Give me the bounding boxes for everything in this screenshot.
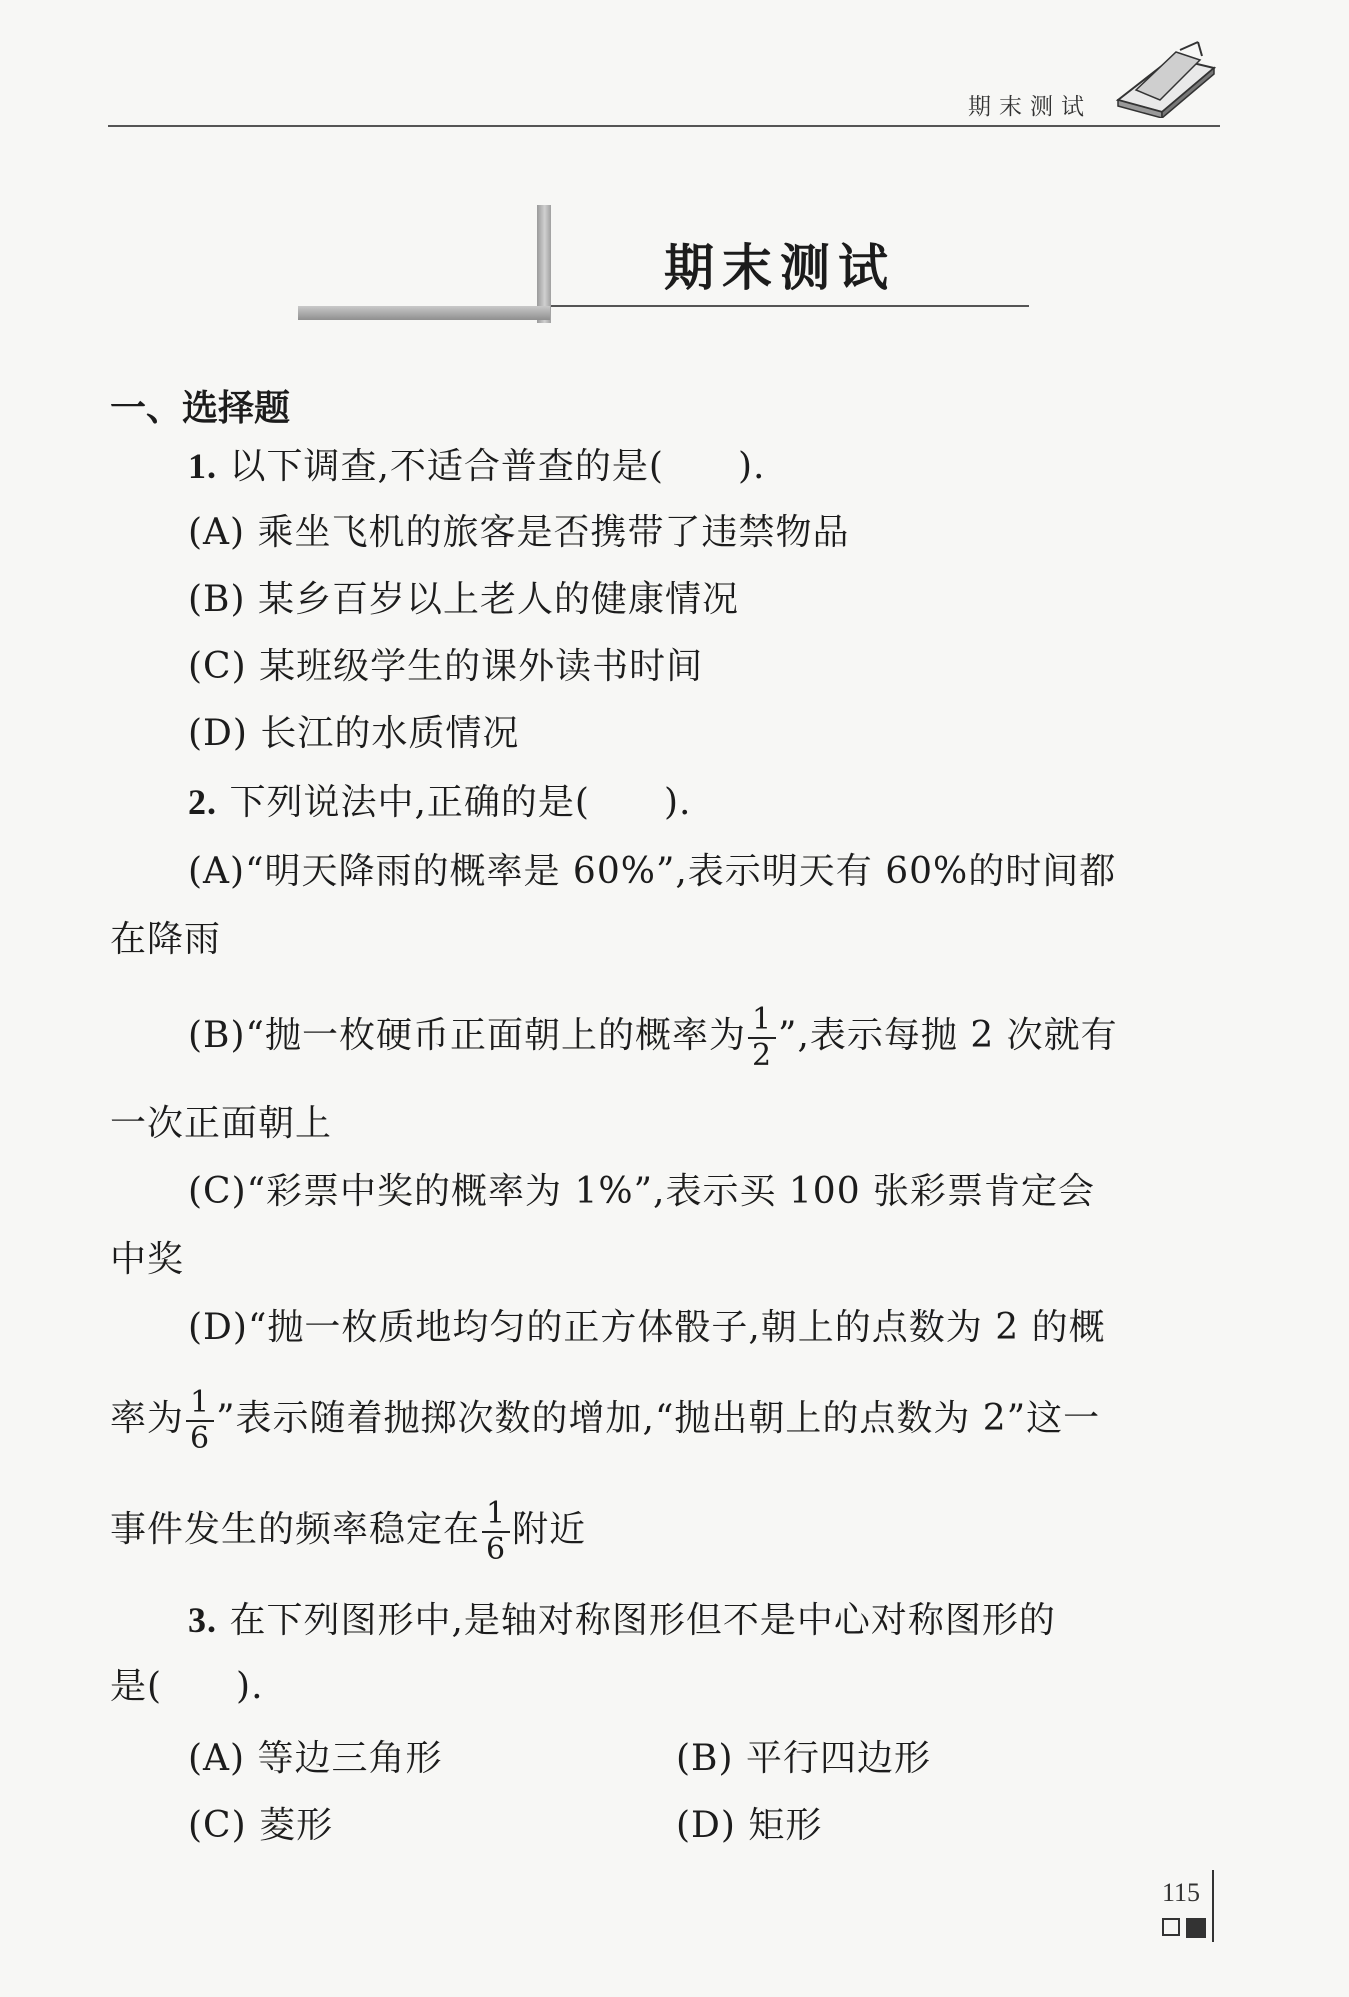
question-1-option-c: (C) 某班级学生的课外读书时间 (188, 646, 704, 687)
footer-square-outline-icon (1162, 1918, 1180, 1936)
question-2-stem (188, 782, 691, 823)
fraction-numerator: 1 (482, 1497, 510, 1533)
question-2-option-d-line-1: (D)“抛一枚质地均匀的正方体骰子,朝上的点数为 2 的概 (188, 1307, 1106, 1348)
question-2-option-c-line-1: (C)“彩票中奖的概率为 1%”,表示买 100 张彩票肯定会 (188, 1171, 1096, 1212)
question-2-option-d-line-2 (110, 1386, 1100, 1456)
question-3-option-a: (A) 等边三角形 (188, 1738, 443, 1779)
running-header-title: 期末测试 (968, 94, 1092, 120)
footer-square-filled-icon (1186, 1918, 1206, 1938)
question-3-number: 3. (188, 1600, 217, 1640)
question-2-option-d-line-2-end: ”表示随着抛掷次数的增加,“抛出朝上的点数为 2”这一 (216, 1398, 1101, 1439)
question-1-text: 以下调查,不适合普查的是( ). (229, 446, 766, 487)
question-2-option-c-line-2: 中奖 (110, 1239, 185, 1280)
question-2-option-d-line-3 (110, 1497, 586, 1567)
page-number: 115 (1162, 1878, 1201, 1907)
question-2-option-b-text-start: (B)“抛一枚硬币正面朝上的概率为 (188, 1015, 746, 1056)
question-2-option-d-line-3-start: 事件发生的频率稳定在 (110, 1509, 481, 1550)
fraction-denominator: 6 (190, 1421, 211, 1456)
title-decor-horizontal-bar (298, 306, 550, 320)
title-underline (551, 305, 1029, 307)
section-heading: 一、选择题 (110, 388, 291, 429)
page-title: 期末测试 (664, 239, 896, 297)
question-1-stem (188, 446, 765, 487)
question-3-stem-line-1 (188, 1600, 1056, 1641)
header-rule (108, 125, 1220, 127)
question-2-text: 下列说法中,正确的是( ). (229, 782, 692, 823)
fraction-one-half (748, 1003, 776, 1073)
question-3-stem-line-2: 是( ). (110, 1666, 264, 1707)
question-2-option-d-line-2-start: 率为 (110, 1398, 185, 1439)
question-1-option-a: (A) 乘坐飞机的旅客是否携带了违禁物品 (188, 512, 850, 553)
question-2-option-b-line-2: 一次正面朝上 (110, 1103, 333, 1144)
fraction-numerator: 1 (186, 1386, 214, 1422)
fraction-one-sixth (186, 1386, 214, 1456)
question-1-option-b: (B) 某乡百岁以上老人的健康情况 (188, 579, 739, 620)
question-2-option-a-line-1: (A)“明天降雨的概率是 60%”,表示明天有 60%的时间都 (188, 851, 1117, 892)
fraction-numerator: 1 (748, 1003, 776, 1039)
question-2-option-b-line-1 (188, 1003, 1118, 1073)
question-1-number: 1. (188, 446, 217, 486)
question-2-number: 2. (188, 782, 217, 822)
fraction-denominator: 2 (751, 1038, 773, 1073)
fraction-one-sixth (482, 1497, 510, 1567)
question-3-option-b: (B) 平行四边形 (676, 1738, 931, 1779)
fraction-denominator: 6 (486, 1532, 507, 1567)
question-1-option-d: (D) 长江的水质情况 (188, 713, 520, 754)
footer-rule (1212, 1870, 1214, 1942)
question-3-option-d: (D) 矩形 (676, 1805, 823, 1846)
question-3-text: 在下列图形中,是轴对称图形但不是中心对称图形的 (229, 1600, 1056, 1641)
question-3-option-c: (C) 菱形 (188, 1805, 334, 1846)
question-2-option-b-text-end: ”,表示每抛 2 次就有 (778, 1015, 1118, 1056)
question-2-option-a-line-2: 在降雨 (110, 919, 222, 960)
question-2-option-d-line-3-end: 附近 (512, 1509, 587, 1550)
book-icon (1110, 38, 1222, 118)
